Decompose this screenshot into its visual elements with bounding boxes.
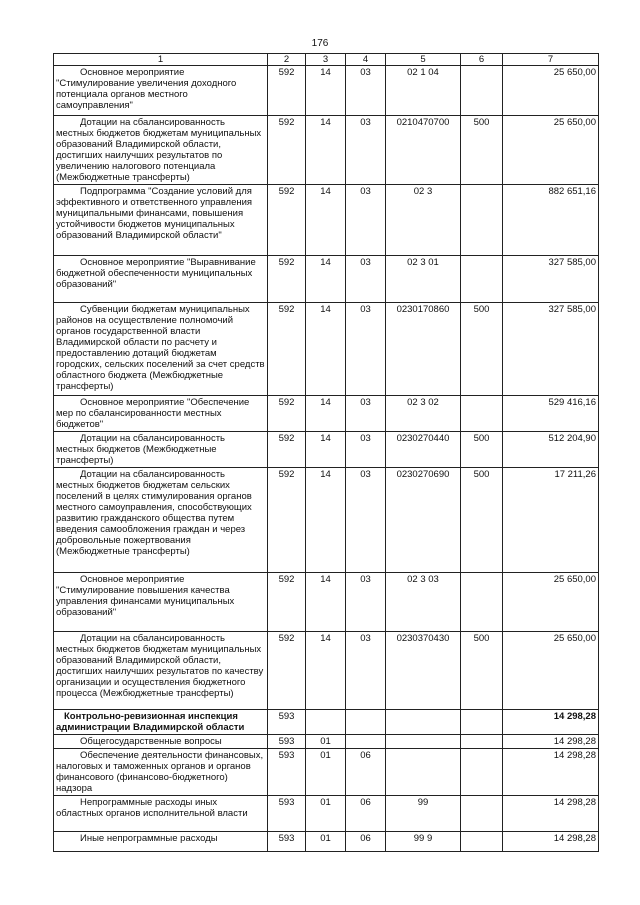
name-cell: Основное мероприятие "Обеспечение мер по сбалансированности местных бюджетов" xyxy=(54,396,268,432)
expense-type-cell xyxy=(461,66,503,116)
admin-code-cell: 593 xyxy=(268,832,306,852)
column-header: 5 xyxy=(386,54,461,66)
target-article-cell: 0230370430 xyxy=(386,632,461,710)
name-cell: Непрограммные расходы иных областных органов исполнительной власти xyxy=(54,796,268,832)
expense-type-cell: 500 xyxy=(461,468,503,573)
section-code-cell: 14 xyxy=(306,468,346,573)
amount-cell: 882 651,16 xyxy=(503,185,599,256)
target-article-cell: 02 3 01 xyxy=(386,256,461,303)
expense-type-cell: 500 xyxy=(461,303,503,396)
section-code-cell: 14 xyxy=(306,66,346,116)
table-row xyxy=(54,468,599,573)
amount-cell: 17 211,26 xyxy=(503,468,599,573)
subsection-code-cell: 03 xyxy=(346,632,386,710)
amount-cell: 25 650,00 xyxy=(503,116,599,185)
expense-type-cell xyxy=(461,396,503,432)
amount-cell: 327 585,00 xyxy=(503,303,599,396)
name-cell: Контрольно-ревизионная инспекция администрации Владимирской области xyxy=(54,710,268,735)
table-row xyxy=(54,832,599,852)
admin-code-cell: 593 xyxy=(268,710,306,735)
expense-type-cell xyxy=(461,796,503,832)
subsection-code-cell: 03 xyxy=(346,66,386,116)
table-header-row xyxy=(54,54,599,66)
section-code-cell: 01 xyxy=(306,735,346,749)
page-number: 176 xyxy=(311,38,329,49)
admin-code-cell: 592 xyxy=(268,66,306,116)
name-cell: Дотации на сбалансированность местных бюджетов (Межбюджетные трансферты) xyxy=(54,432,268,468)
table-row xyxy=(54,632,599,710)
section-code-cell: 01 xyxy=(306,796,346,832)
subsection-code-cell: 03 xyxy=(346,468,386,573)
name-cell: Дотации на сбалансированность местных бюджетов бюджетам муниципальных образований Владимирской области, достигших наилучших результатов по увеличению налогового потенциала (Межбюджетные трансферты) xyxy=(54,116,268,185)
admin-code-cell: 592 xyxy=(268,432,306,468)
target-article-cell: 99 9 xyxy=(386,832,461,852)
name-cell: Обеспечение деятельности финансовых, налоговых и таможенных органов и органов финансового (финансово-бюджетного) надзора xyxy=(54,749,268,796)
table-row xyxy=(54,66,599,116)
admin-code-cell: 592 xyxy=(268,573,306,632)
column-header: 1 xyxy=(54,54,268,66)
subsection-code-cell: 06 xyxy=(346,832,386,852)
table-row xyxy=(54,573,599,632)
expense-type-cell xyxy=(461,749,503,796)
target-article-cell xyxy=(386,710,461,735)
amount-cell: 14 298,28 xyxy=(503,832,599,852)
name-cell: Общегосударственные вопросы xyxy=(54,735,268,749)
subsection-code-cell: 06 xyxy=(346,796,386,832)
name-cell: Подпрограмма "Создание условий для эффективного и ответственного управления муниципальными финансами, повышения устойчивости бюджетов муниципальных образований Владимирской области" xyxy=(54,185,268,256)
expense-type-cell xyxy=(461,832,503,852)
amount-cell: 327 585,00 xyxy=(503,256,599,303)
expense-type-cell xyxy=(461,256,503,303)
amount-cell: 25 650,00 xyxy=(503,66,599,116)
admin-code-cell: 592 xyxy=(268,303,306,396)
target-article-cell: 0210470700 xyxy=(386,116,461,185)
table-row xyxy=(54,396,599,432)
table-row xyxy=(54,710,599,735)
section-code-cell: 14 xyxy=(306,116,346,185)
admin-code-cell: 593 xyxy=(268,749,306,796)
target-article-cell: 02 1 04 xyxy=(386,66,461,116)
amount-cell: 14 298,28 xyxy=(503,735,599,749)
admin-code-cell: 593 xyxy=(268,796,306,832)
subsection-code-cell: 03 xyxy=(346,396,386,432)
column-header: 4 xyxy=(346,54,386,66)
table-row xyxy=(54,256,599,303)
subsection-code-cell xyxy=(346,735,386,749)
amount-cell: 14 298,28 xyxy=(503,749,599,796)
amount-cell: 14 298,28 xyxy=(503,796,599,832)
name-cell: Субвенции бюджетам муниципальных районов на осуществление полномочий органов государственной власти Владимирской области по расчету и предоставлению дотаций бюджетам городских, сельских поселений за счет средств областного бюджета (Межбюджетные трансферты) xyxy=(54,303,268,396)
admin-code-cell: 592 xyxy=(268,116,306,185)
expense-type-cell: 500 xyxy=(461,116,503,185)
name-cell: Основное мероприятие "Выравнивание бюджетной обеспеченности муниципальных образований" xyxy=(54,256,268,303)
section-code-cell: 14 xyxy=(306,632,346,710)
expense-type-cell xyxy=(461,710,503,735)
amount-cell: 512 204,90 xyxy=(503,432,599,468)
section-code-cell: 01 xyxy=(306,832,346,852)
name-cell: Иные непрограммные расходы xyxy=(54,832,268,852)
column-header: 3 xyxy=(306,54,346,66)
expense-type-cell xyxy=(461,573,503,632)
subsection-code-cell: 03 xyxy=(346,116,386,185)
section-code-cell: 01 xyxy=(306,749,346,796)
table-row xyxy=(54,796,599,832)
admin-code-cell: 592 xyxy=(268,185,306,256)
subsection-code-cell: 03 xyxy=(346,432,386,468)
target-article-cell: 02 3 03 xyxy=(386,573,461,632)
admin-code-cell: 592 xyxy=(268,468,306,573)
column-header: 7 xyxy=(503,54,599,66)
admin-code-cell: 593 xyxy=(268,735,306,749)
target-article-cell: 0230170860 xyxy=(386,303,461,396)
column-header: 6 xyxy=(461,54,503,66)
target-article-cell xyxy=(386,749,461,796)
expense-type-cell: 500 xyxy=(461,432,503,468)
subsection-code-cell: 03 xyxy=(346,185,386,256)
target-article-cell xyxy=(386,735,461,749)
section-code-cell: 14 xyxy=(306,396,346,432)
amount-cell: 25 650,00 xyxy=(503,573,599,632)
amount-cell: 25 650,00 xyxy=(503,632,599,710)
column-header: 2 xyxy=(268,54,306,66)
amount-cell: 529 416,16 xyxy=(503,396,599,432)
section-code-cell: 14 xyxy=(306,573,346,632)
table-row xyxy=(54,116,599,185)
target-article-cell: 02 3 02 xyxy=(386,396,461,432)
table-row xyxy=(54,735,599,749)
section-code-cell: 14 xyxy=(306,432,346,468)
expense-type-cell xyxy=(461,185,503,256)
expense-type-cell: 500 xyxy=(461,632,503,710)
target-article-cell: 99 xyxy=(386,796,461,832)
admin-code-cell: 592 xyxy=(268,396,306,432)
name-cell: Основное мероприятие "Стимулирование повышения качества управления финансами муниципальных образований" xyxy=(54,573,268,632)
section-code-cell: 14 xyxy=(306,185,346,256)
target-article-cell: 02 3 xyxy=(386,185,461,256)
target-article-cell: 0230270440 xyxy=(386,432,461,468)
expense-type-cell xyxy=(461,735,503,749)
name-cell: Основное мероприятие "Стимулирование увеличения доходного потенциала органов местного самоуправления" xyxy=(54,66,268,116)
admin-code-cell: 592 xyxy=(268,632,306,710)
target-article-cell: 0230270690 xyxy=(386,468,461,573)
section-code-cell xyxy=(306,710,346,735)
name-cell: Дотации на сбалансированность местных бюджетов бюджетам сельских поселений в целях стимулирования органов местного самоуправления, способствующих развитию гражданского общества путем введения самообложения граждан и через добровольные пожертвования (Межбюджетные трансферты) xyxy=(54,468,268,573)
section-code-cell: 14 xyxy=(306,303,346,396)
section-code-cell: 14 xyxy=(306,256,346,303)
subsection-code-cell: 03 xyxy=(346,303,386,396)
admin-code-cell: 592 xyxy=(268,256,306,303)
table-row xyxy=(54,749,599,796)
budget-table xyxy=(53,53,599,852)
subsection-code-cell xyxy=(346,710,386,735)
subsection-code-cell: 06 xyxy=(346,749,386,796)
subsection-code-cell: 03 xyxy=(346,256,386,303)
subsection-code-cell: 03 xyxy=(346,573,386,632)
table-row xyxy=(54,185,599,256)
amount-cell: 14 298,28 xyxy=(503,710,599,735)
name-cell: Дотации на сбалансированность местных бюджетов бюджетам муниципальных образований Владимирской области, достигших наилучших результатов по качеству организации и осуществления бюджетного процесса (Межбюджетные трансферты) xyxy=(54,632,268,710)
table-row xyxy=(54,303,599,396)
table-row xyxy=(54,432,599,468)
